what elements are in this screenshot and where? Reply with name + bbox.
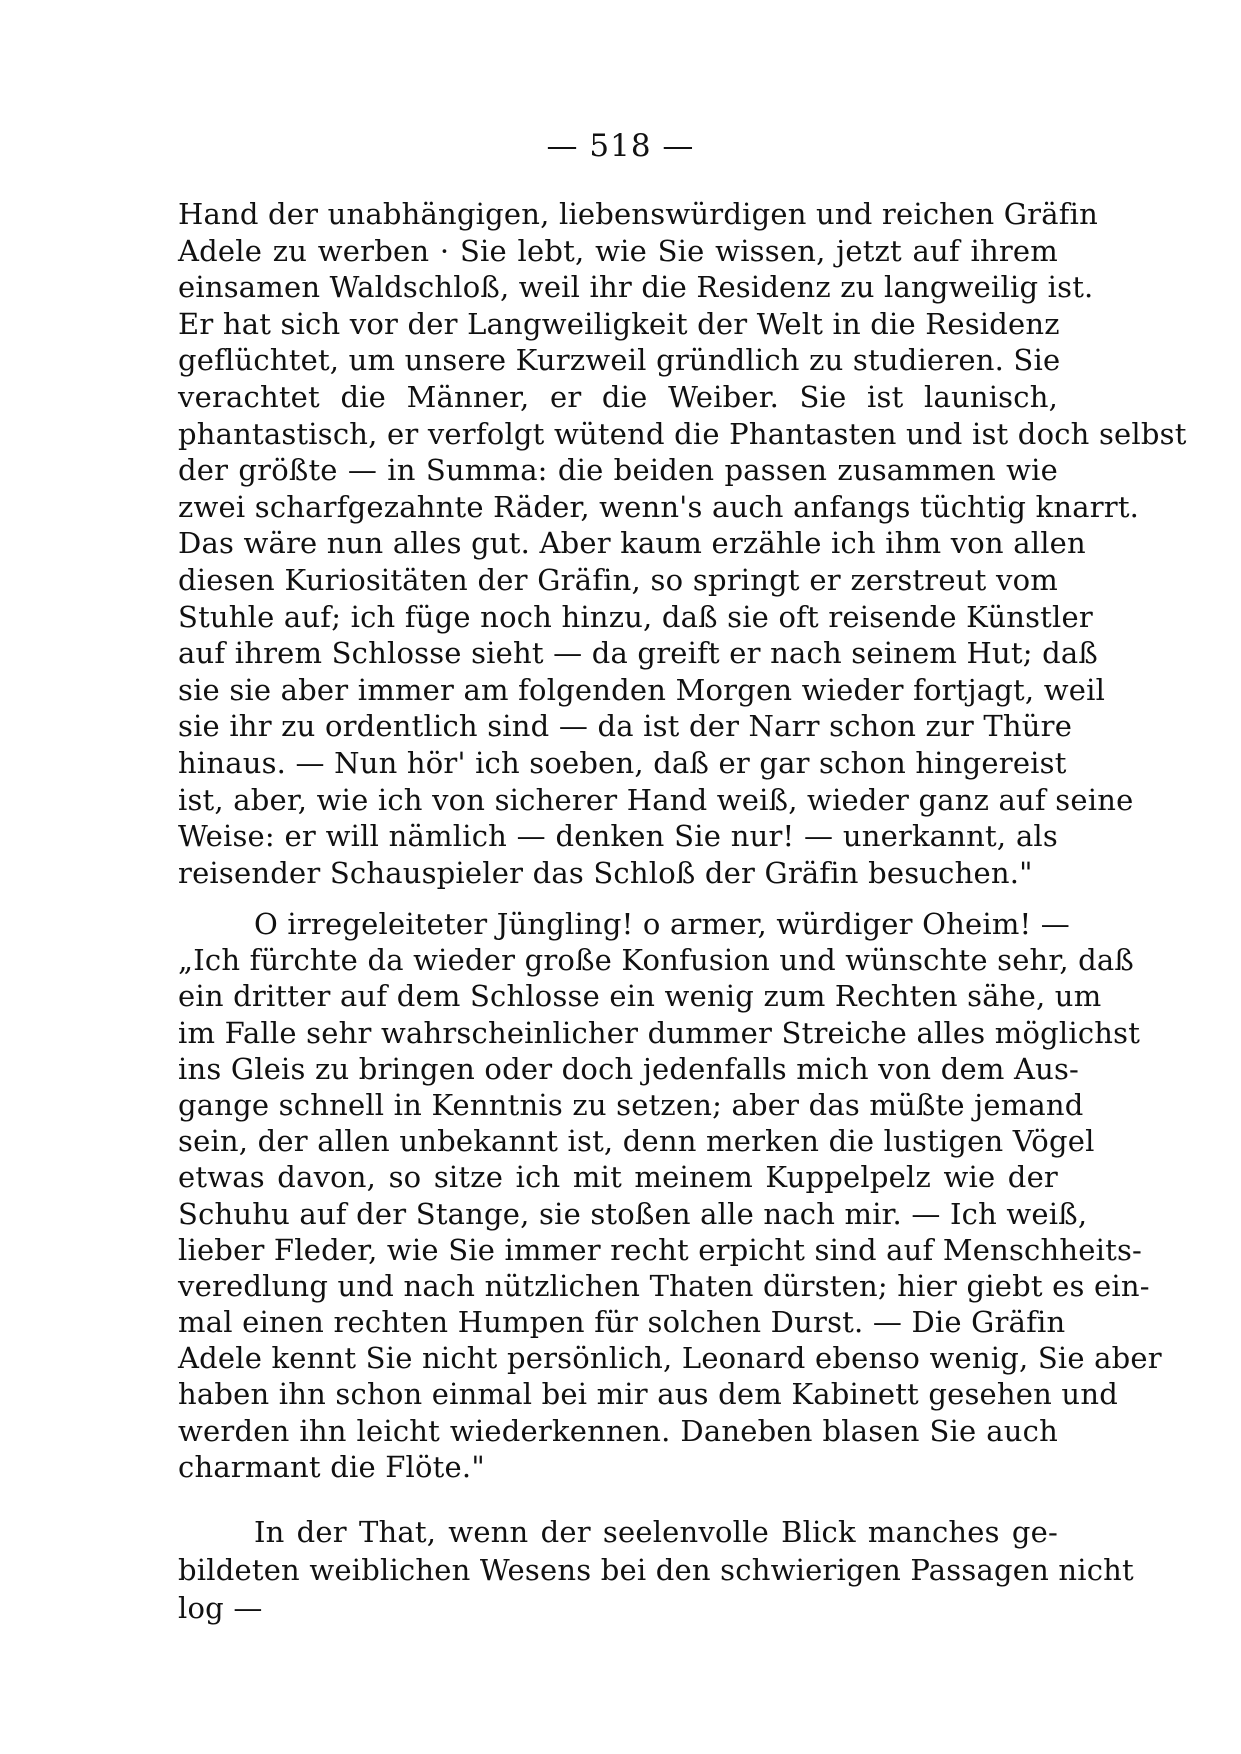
text-line: einsamen Waldschloß, weil ihr die Residenz zu langweilig ist. (178, 270, 1094, 305)
text-line: ist, aber, wie ich von sicherer Hand weiß, wieder ganz auf seine (178, 782, 1134, 817)
page-number: — 518 — (546, 128, 695, 164)
text-line: Hand der unabhängigen, liebenswürdigen und reichen Gräfin (178, 197, 1099, 231)
paragraph-3 (178, 1513, 1134, 1627)
text-line: reisender Schauspieler das Schloß der Gräfin besuchen." (178, 855, 1033, 890)
text-line: mal einen rechten Humpen für solchen Durst. — Die Gräfin (178, 1305, 1066, 1340)
text-line: Er hat sich vor der Langweiligkeit der Welt in die Residenz (178, 306, 1060, 341)
text-line: lieber Fleder, wie Sie immer recht erpicht sind auf Menschheits- (178, 1232, 1143, 1267)
text-line: werden ihn leicht wiederkennen. Daneben blasen Sie auch (178, 1413, 1058, 1448)
text-line: diesen Kuriositäten der Gräfin, so springt er zerstreut vom (178, 562, 1058, 597)
text-line: hinaus. — Nun hör' ich soeben, daß er gar schon hingereist (178, 745, 1067, 780)
text-line: Schuhu auf der Stange, sie stoßen alle nach mir. — Ich weiß, (178, 1196, 1088, 1231)
text-line: im Falle sehr wahrscheinlicher dummer Streiche alles möglichst (178, 1015, 1141, 1050)
text-line: sie ihr zu ordentlich sind — da ist der Narr schon zur Thüre (178, 709, 1073, 744)
text-line: geflüchtet, um unsere Kurzweil gründlich zu studieren. Sie (178, 343, 1061, 378)
text-line: sein, der allen unbekannt ist, denn merken die lustigen Vögel (178, 1124, 1095, 1159)
paragraph-2 (178, 906, 1162, 1485)
text-line: Weise: er will nämlich — denken Sie nur! — unerkannt, als (178, 819, 1058, 854)
text-line: charmant die Flöte." (178, 1449, 485, 1484)
text-line: veredlung und nach nützlichen Thaten dürsten; hier giebt es ein- (178, 1268, 1150, 1303)
text-line: ein dritter auf dem Schlosse ein wenig zum Rechten sähe, um (178, 979, 1102, 1014)
text-line: „Ich fürchte da wieder große Konfusion und wünschte sehr, daß (178, 943, 1134, 978)
text-line: haben ihn schon einmal bei mir aus dem Kabinett gesehen und (178, 1377, 1118, 1412)
text-line: log — (178, 1591, 263, 1625)
text-line: Adele kennt Sie nicht persönlich, Leonard ebenso wenig, Sie aber (178, 1341, 1162, 1376)
text-line: etwas davon, so sitze ich mit meinem Kuppelpelz wie der (178, 1160, 1058, 1195)
text-line: bildeten weiblichen Wesens bei den schwierigen Passagen nicht (178, 1553, 1134, 1587)
text-line: der größte — in Summa: die beiden passen zusammen wie (178, 453, 1058, 488)
text-line: Adele zu werben · Sie lebt, wie Sie wissen, jetzt auf ihrem (178, 233, 1058, 268)
text-line: In der That, wenn der seelenvolle Blick manches ge- (254, 1515, 1058, 1549)
text-line: gange schnell in Kenntnis zu setzen; aber das müßte jemand (178, 1087, 1084, 1122)
text-line: Stuhle auf; ich füge noch hinzu, daß sie oft reisende Künstler (178, 599, 1093, 634)
text-line: O irregeleiteter Jüngling! o armer, würdiger Oheim! — (254, 907, 1070, 941)
text-line: ins Gleis zu bringen oder doch jedenfalls mich von dem Aus- (178, 1051, 1080, 1086)
paragraph-1 (178, 196, 1187, 891)
text-line: verachtet die Männer, er die Weiber. Sie ist launisch, (178, 379, 1058, 414)
text-line: phantastisch, er verfolgt wütend die Phantasten und ist doch selbst (178, 416, 1187, 451)
text-line: sie sie aber immer am folgenden Morgen wieder fortjagt, weil (178, 672, 1106, 707)
text-line: auf ihrem Schlosse sieht — da greift er nach seinem Hut; daß (178, 636, 1098, 671)
text-line: Das wäre nun alles gut. Aber kaum erzähle ich ihm von allen (178, 526, 1086, 561)
text-line: zwei scharfgezahnte Räder, wenn's auch anfangs tüchtig knarrt. (178, 489, 1140, 524)
